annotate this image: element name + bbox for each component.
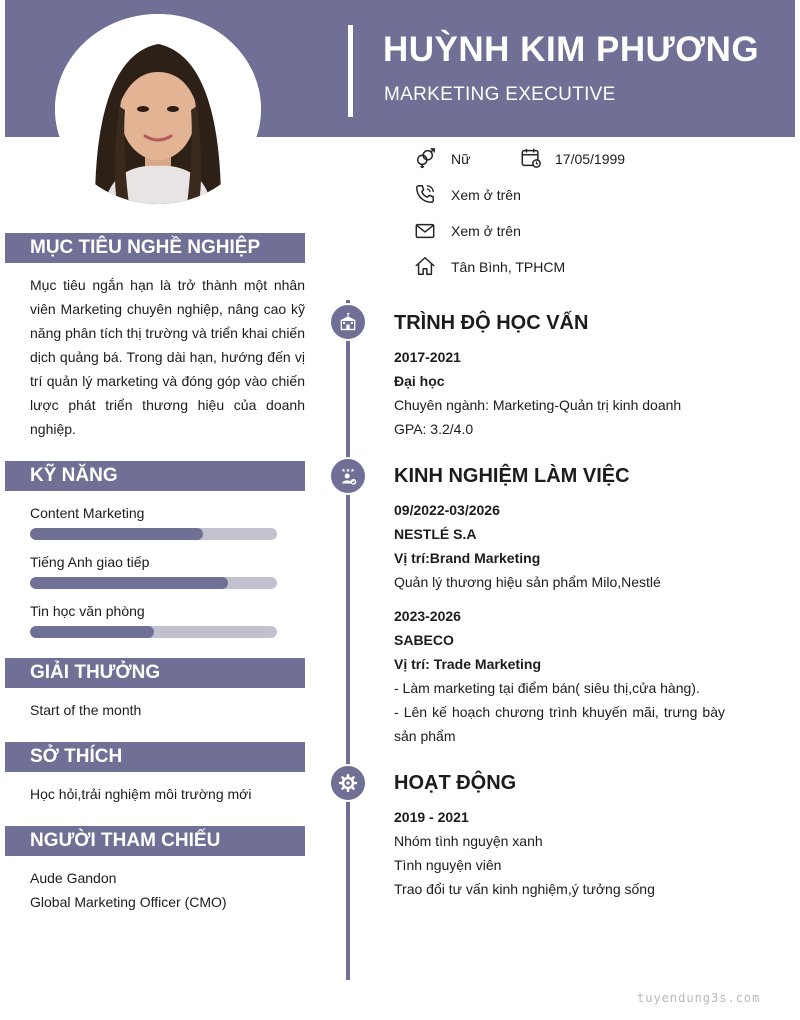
- job-description: Quản lý thương hiệu sản phẩm Milo,Nestlé: [394, 574, 661, 590]
- skill-bar-track: [30, 626, 277, 638]
- hobby-item: Học hỏi,trải nghiệm môi trường mới: [30, 786, 252, 802]
- skill-bar-track: [30, 577, 277, 589]
- candidate-name: HUỲNH KIM PHƯƠNG: [383, 30, 760, 69]
- job-role: Vị trí:Brand Marketing: [394, 550, 541, 566]
- birthday-value: 17/05/1999: [555, 151, 626, 167]
- skill-label: Tiếng Anh giao tiếp: [30, 554, 150, 570]
- references-heading: NGƯỜI THAM CHIẾU: [5, 826, 305, 856]
- job-company: SABECO: [394, 632, 454, 648]
- reference-position: Global Marketing Officer (CMO): [30, 894, 227, 910]
- header-divider: [348, 25, 353, 117]
- reference-name: Aude Gandon: [30, 870, 117, 886]
- objective-text: Mục tiêu ngắn hạn là trở thành một nhân viên Marketing chuyên nghiệp, nâng cao kỹ năng phân tích thị trường và triển khai chiến dịch quảng bá. Trong dài hạn, hướng đến vị trí quản lý marketing và đóng góp vào chiến lược phát triển thương hiệu của doanh nghiệp.: [30, 277, 305, 437]
- email-icon: [414, 220, 436, 242]
- home-icon: [414, 255, 436, 277]
- calendar-icon: [520, 147, 542, 169]
- skill-bar-fill: [30, 577, 228, 589]
- job-description: - Lên kế hoạch chương trình khuyến mãi, trưng bày: [394, 704, 725, 720]
- school-icon: [338, 312, 358, 332]
- hobbies-heading: SỞ THÍCH: [5, 742, 305, 772]
- svg-text:★★★: ★★★: [341, 467, 355, 474]
- skill-bar-track: [30, 528, 277, 540]
- activities-icon-badge: [329, 764, 367, 802]
- skills-heading: KỸ NĂNG: [5, 461, 305, 491]
- objective-heading: MỤC TIÊU NGHỀ NGHIỆP: [5, 233, 305, 263]
- timeline-line: [346, 300, 350, 980]
- portrait-illustration: [55, 14, 261, 204]
- education-period: 2017-2021: [394, 349, 461, 365]
- awards-heading: GIẢI THƯỞNG: [5, 658, 305, 688]
- address-value: Tân Bình, TPHCM: [451, 259, 566, 275]
- phone-value: Xem ở trên: [451, 187, 521, 203]
- skill-bar-fill: [30, 528, 203, 540]
- job-period: 09/2022-03/2026: [394, 502, 500, 518]
- education-major: Chuyên ngành: Marketing-Quản trị kinh doanh: [394, 397, 682, 413]
- activity-role: Tình nguyện viên: [394, 857, 502, 873]
- gender-value: Nữ: [451, 151, 471, 167]
- activity-description: Trao đổi tư vấn kinh nghiệm,ý tưởng sống: [394, 881, 655, 897]
- job-period: 2023-2026: [394, 608, 461, 624]
- experience-icon-badge: [329, 457, 367, 495]
- skill-bar-fill: [30, 626, 154, 638]
- gear-icon: [338, 773, 358, 793]
- job-role: Vị trí: Trade Marketing: [394, 656, 542, 672]
- gender-icon: [414, 147, 436, 169]
- skill-label: Content Marketing: [30, 505, 145, 521]
- job-description: sản phẩm: [394, 728, 456, 744]
- team-star-icon: [338, 466, 358, 486]
- skill-label: Tin học văn phòng: [30, 603, 145, 619]
- job-company: NESTLÉ S.A: [394, 526, 477, 542]
- activity-period: 2019 - 2021: [394, 809, 469, 825]
- award-item: Start of the month: [30, 702, 142, 718]
- job-description: - Làm marketing tại điểm bán( siêu thị,cửa hàng).: [394, 680, 700, 696]
- job-title: MARKETING EXECUTIVE: [384, 84, 616, 105]
- activities-heading: HOẠT ĐỘNG: [394, 772, 517, 794]
- education-heading: TRÌNH ĐỘ HỌC VẤN: [394, 312, 589, 334]
- activity-org: Nhóm tình nguyện xanh: [394, 833, 543, 849]
- education-gpa: GPA: 3.2/4.0: [394, 421, 474, 437]
- education-degree: Đại học: [394, 373, 445, 389]
- profile-photo: [55, 14, 261, 204]
- email-value: Xem ở trên: [451, 223, 521, 239]
- watermark: tuyendung3s.com: [637, 991, 761, 1005]
- experience-heading: KINH NGHIỆM LÀM VIỆC: [394, 465, 630, 487]
- phone-icon: [414, 183, 436, 205]
- education-icon-badge: [329, 303, 367, 341]
